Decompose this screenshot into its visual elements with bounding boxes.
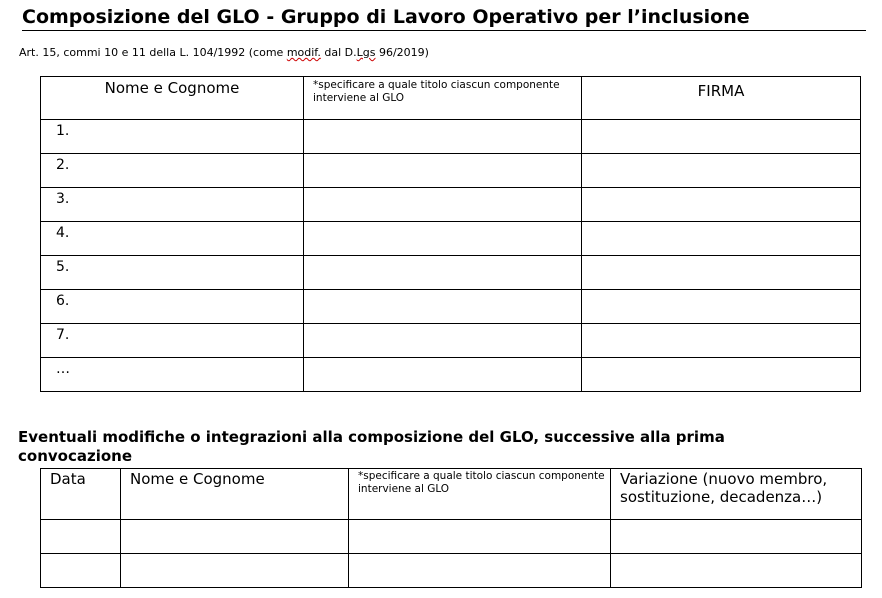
signature-cell[interactable] [582,222,861,256]
header-cell [121,469,349,520]
glo-composition-table [40,76,861,392]
role-cell[interactable] [304,358,582,392]
role-cell[interactable] [304,188,582,222]
table-row [41,324,861,358]
signature-cell[interactable] [582,120,861,154]
legal-reference-part: dal D. [320,46,357,59]
name-cell[interactable] [41,222,304,256]
row-number: 5. [56,259,70,275]
signature-cell[interactable] [582,358,861,392]
row-number: 1. [56,123,70,139]
role-cell[interactable] [304,120,582,154]
variation-cell[interactable] [611,554,862,588]
signature-cell[interactable] [582,256,861,290]
header-cell [611,469,862,520]
name-cell[interactable] [41,154,304,188]
legal-reference-part: Art. 15, commi 10 e 11 della L. 104/1992 (come [19,46,287,59]
header-firma: FIRMA [697,82,745,100]
row-number: 4. [56,225,70,241]
role-cell[interactable] [349,554,611,588]
table-header-row [41,77,861,120]
role-cell[interactable] [304,222,582,256]
row-number: 6. [56,293,70,309]
signature-cell[interactable] [582,290,861,324]
header-cell [349,469,611,520]
name-cell[interactable] [41,358,304,392]
section-title-modifications: Eventuali modifiche o integrazioni alla composizione del GLO, successive alla prima convocazione [18,428,725,465]
header-specify-role: *specificare a quale titolo ciascun componente interviene al GLO [358,470,605,495]
role-cell[interactable] [349,520,611,554]
table-row [41,554,862,588]
date-cell[interactable] [41,520,121,554]
table-row [41,290,861,324]
row-number: … [56,361,70,377]
row-number: 7. [56,327,70,343]
name-cell[interactable] [121,520,349,554]
header-name-cognome: Nome e Cognome [104,79,240,97]
legal-reference [19,46,429,59]
role-cell[interactable] [304,290,582,324]
name-cell[interactable] [41,256,304,290]
row-number: 2. [56,157,70,173]
glo-modifications-table [40,468,862,588]
table-row [41,154,861,188]
name-cell[interactable] [41,290,304,324]
date-cell[interactable] [41,554,121,588]
header-cell [41,77,304,120]
table-header-row [41,469,862,520]
page-title: Composizione del GLO - Gruppo di Lavoro Operativo per l’inclusione [22,6,866,31]
signature-cell[interactable] [582,188,861,222]
header-variation: Variazione (nuovo membro, sostituzione, decadenza…) [620,470,828,506]
role-cell[interactable] [304,324,582,358]
table-row [41,358,861,392]
header-data: Data [50,470,86,488]
table-row [41,520,862,554]
legal-reference-part: modif. [286,46,321,59]
name-cell[interactable] [41,188,304,222]
table-row [41,222,861,256]
legal-reference-part: Lgs [356,46,376,59]
variation-cell[interactable] [611,520,862,554]
table-row [41,256,861,290]
header-cell [582,77,861,120]
header-name-cognome: Nome e Cognome [130,470,265,488]
name-cell[interactable] [41,120,304,154]
header-specify-role: *specificare a quale titolo ciascun componente interviene al GLO [313,79,560,104]
table-row [41,120,861,154]
table-row [41,188,861,222]
signature-cell[interactable] [582,324,861,358]
row-number: 3. [56,191,70,207]
name-cell[interactable] [121,554,349,588]
legal-reference-part: 96/2019) [375,46,429,59]
header-cell [41,469,121,520]
signature-cell[interactable] [582,154,861,188]
role-cell[interactable] [304,256,582,290]
name-cell[interactable] [41,324,304,358]
header-cell [304,77,582,120]
role-cell[interactable] [304,154,582,188]
